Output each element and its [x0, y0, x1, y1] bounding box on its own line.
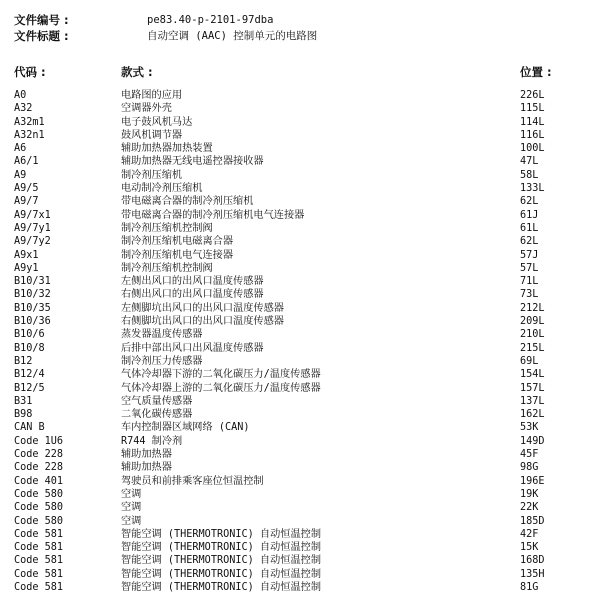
- row-description: 右侧出风口的出风口温度传感器: [121, 289, 264, 301]
- row-code: Code 580: [14, 502, 64, 514]
- row-code: A9y1: [14, 262, 39, 274]
- row-description: 蒸发器温度传感器: [121, 329, 203, 341]
- row-code: B12/4: [14, 369, 45, 381]
- row-description: 驾驶员和前排乘客座位恒温控制: [121, 475, 264, 487]
- row-description: 辅助加热器: [121, 462, 172, 474]
- row-description: 气体冷却器下游的二氧化碳压力/温度传感器: [121, 369, 321, 381]
- table-row: [14, 195, 594, 208]
- row-code: B10/36: [14, 316, 51, 328]
- row-description: 辅助加热器加热装置: [121, 143, 213, 155]
- row-code: A9/7x1: [14, 209, 51, 221]
- table-row: [14, 142, 594, 155]
- document-number-value: pe83.40-p-2101-97dba: [147, 14, 274, 26]
- row-location: 81G: [520, 581, 539, 593]
- row-code: A6: [14, 143, 27, 155]
- row-location: 135H: [520, 568, 545, 580]
- row-code: A32n1: [14, 129, 45, 141]
- document-header: [14, 12, 594, 44]
- row-location: 69L: [520, 355, 539, 367]
- row-code: Code 228: [14, 462, 64, 474]
- component-table: [14, 89, 594, 594]
- table-row: [14, 501, 594, 514]
- row-description: 制冷剂压缩机电磁离合器: [121, 236, 234, 248]
- row-location: 212L: [520, 302, 545, 314]
- row-location: 42F: [520, 528, 539, 540]
- table-row: [14, 262, 594, 275]
- row-location: 100L: [520, 143, 545, 155]
- row-description: 带电磁离合器的制冷剂压缩机: [121, 196, 254, 208]
- row-description: 车内控制器区域网络 (CAN): [121, 422, 250, 434]
- table-row: [14, 328, 594, 341]
- row-code: Code 401: [14, 475, 64, 487]
- row-code: A32m1: [14, 116, 45, 128]
- row-description: 电子鼓风机马达: [121, 116, 193, 128]
- row-location: 226L: [520, 90, 545, 101]
- row-description: 制冷剂压力传感器: [121, 355, 203, 367]
- table-row: [14, 435, 594, 448]
- table-row: [14, 155, 594, 168]
- document-title-label: 文件标题 :: [14, 29, 69, 43]
- row-code: A32: [14, 103, 33, 115]
- row-code: B10/32: [14, 289, 51, 301]
- row-location: 98G: [520, 462, 539, 474]
- row-location: 209L: [520, 316, 545, 328]
- row-code: Code 581: [14, 542, 64, 554]
- row-code: Code 228: [14, 449, 64, 461]
- row-code: A9/7y1: [14, 222, 51, 234]
- row-description: 辅助加热器无线电遥控器接收器: [121, 156, 264, 168]
- row-description: 制冷剂压缩机控制阀: [121, 262, 213, 274]
- row-code: Code 581: [14, 568, 64, 580]
- row-location: 137L: [520, 395, 545, 407]
- column-header-code: 代码 :: [14, 65, 46, 79]
- table-row: [14, 288, 594, 301]
- row-location: 185D: [520, 515, 545, 527]
- table-row: [14, 448, 594, 461]
- row-code: A9: [14, 169, 27, 181]
- row-description: R744 制冷剂: [121, 435, 183, 447]
- row-location: 58L: [520, 169, 539, 181]
- row-description: 智能空调 (THERMOTRONIC) 自动恒温控制: [121, 568, 322, 580]
- table-row: [14, 395, 594, 408]
- row-description: 后排中部出风口出风温度传感器: [121, 342, 264, 354]
- table-row: [14, 475, 594, 488]
- row-location: 210L: [520, 329, 545, 341]
- column-header-description: 款式 :: [121, 65, 153, 79]
- row-code: B12/5: [14, 382, 45, 394]
- row-location: 15K: [520, 542, 539, 554]
- row-location: 149D: [520, 435, 545, 447]
- row-location: 53K: [520, 422, 539, 434]
- table-row: [14, 235, 594, 248]
- row-location: 61L: [520, 222, 539, 234]
- row-description: 空气质量传感器: [121, 395, 193, 407]
- row-description: 空调器外壳: [121, 103, 172, 115]
- row-description: 带电磁离合器的制冷剂压缩机电气连接器: [121, 209, 305, 221]
- table-row: [14, 554, 594, 567]
- table-row: [14, 515, 594, 528]
- row-location: 62L: [520, 236, 539, 248]
- table-row: [14, 89, 594, 102]
- table-row: [14, 275, 594, 288]
- row-location: 47L: [520, 156, 539, 168]
- table-row: [14, 541, 594, 554]
- row-description: 左侧出风口的出风口温度传感器: [121, 276, 264, 288]
- row-code: B98: [14, 409, 33, 421]
- document-number-row: [14, 12, 594, 28]
- row-location: 215L: [520, 342, 545, 354]
- row-location: 116L: [520, 129, 545, 141]
- row-code: A0: [14, 90, 27, 101]
- row-description: 辅助加热器: [121, 449, 172, 461]
- row-code: A9x1: [14, 249, 39, 261]
- row-location: 73L: [520, 289, 539, 301]
- column-header-location: 位置 :: [520, 65, 552, 79]
- row-location: 71L: [520, 276, 539, 288]
- row-description: 电动制冷剂压缩机: [121, 183, 203, 195]
- row-code: B31: [14, 395, 33, 407]
- row-code: Code 580: [14, 515, 64, 527]
- row-code: CAN B: [14, 422, 45, 434]
- table-row: [14, 382, 594, 395]
- row-location: 168D: [520, 555, 545, 567]
- row-description: 电路图的应用: [121, 90, 183, 101]
- row-location: 154L: [520, 369, 545, 381]
- row-code: A6/1: [14, 156, 39, 168]
- row-description: 制冷剂压缩机控制阀: [121, 222, 213, 234]
- document-number-label: 文件编号 :: [14, 13, 69, 27]
- row-code: B10/35: [14, 302, 51, 314]
- row-description: 空调: [121, 502, 142, 514]
- table-header: [14, 64, 594, 80]
- row-location: 19K: [520, 488, 539, 500]
- row-code: A9/7: [14, 196, 39, 208]
- row-description: 智能空调 (THERMOTRONIC) 自动恒温控制: [121, 542, 322, 554]
- row-code: B10/6: [14, 329, 45, 341]
- table-row: [14, 421, 594, 434]
- table-row: [14, 209, 594, 222]
- table-row: [14, 169, 594, 182]
- document-title-row: [14, 28, 594, 44]
- row-description: 二氧化碳传感器: [121, 409, 193, 421]
- row-location: 115L: [520, 103, 545, 115]
- row-code: A9/7y2: [14, 236, 51, 248]
- row-code: Code 580: [14, 488, 64, 500]
- table-row: [14, 249, 594, 262]
- table-row: [14, 129, 594, 142]
- table-row: [14, 102, 594, 115]
- table-row: [14, 302, 594, 315]
- row-location: 157L: [520, 382, 545, 394]
- row-code: Code 581: [14, 555, 64, 567]
- row-description: 气体冷却器上游的二氧化碳压力/温度传感器: [121, 382, 321, 394]
- row-location: 61J: [520, 209, 539, 221]
- row-location: 62L: [520, 196, 539, 208]
- table-row: [14, 461, 594, 474]
- row-code: Code 581: [14, 528, 64, 540]
- row-description: 制冷剂压缩机电气连接器: [121, 249, 234, 261]
- table-row: [14, 315, 594, 328]
- table-row: [14, 568, 594, 581]
- row-location: 22K: [520, 502, 539, 514]
- table-row: [14, 488, 594, 501]
- row-description: 制冷剂压缩机: [121, 169, 183, 181]
- document-title-value: 自动空调 (AAC) 控制单元的电路图: [147, 30, 318, 42]
- row-location: 57J: [520, 249, 539, 261]
- row-description: 鼓风机调节器: [121, 129, 183, 141]
- row-code: B12: [14, 355, 33, 367]
- row-code: Code 1U6: [14, 435, 64, 447]
- row-location: 57L: [520, 262, 539, 274]
- row-description: 右侧脚坑出风口的出风口温度传感器: [121, 316, 284, 328]
- table-row: [14, 368, 594, 381]
- table-row: [14, 182, 594, 195]
- row-location: 196E: [520, 475, 545, 487]
- table-row: [14, 528, 594, 541]
- table-row: [14, 222, 594, 235]
- table-row: [14, 116, 594, 129]
- row-location: 114L: [520, 116, 545, 128]
- row-code: B10/8: [14, 342, 45, 354]
- row-code: A9/5: [14, 183, 39, 195]
- row-location: 45F: [520, 449, 539, 461]
- row-description: 空调: [121, 515, 142, 527]
- row-description: 智能空调 (THERMOTRONIC) 自动恒温控制: [121, 528, 322, 540]
- table-row: [14, 355, 594, 368]
- row-description: 智能空调 (THERMOTRONIC) 自动恒温控制: [121, 581, 322, 593]
- row-description: 智能空调 (THERMOTRONIC) 自动恒温控制: [121, 555, 322, 567]
- row-description: 左侧脚坑出风口的出风口温度传感器: [121, 302, 284, 314]
- table-row: [14, 408, 594, 421]
- row-code: Code 581: [14, 581, 64, 593]
- row-location: 133L: [520, 183, 545, 195]
- row-location: 162L: [520, 409, 545, 421]
- table-row: [14, 342, 594, 355]
- table-row: [14, 581, 594, 594]
- row-code: B10/31: [14, 276, 51, 288]
- row-description: 空调: [121, 488, 142, 500]
